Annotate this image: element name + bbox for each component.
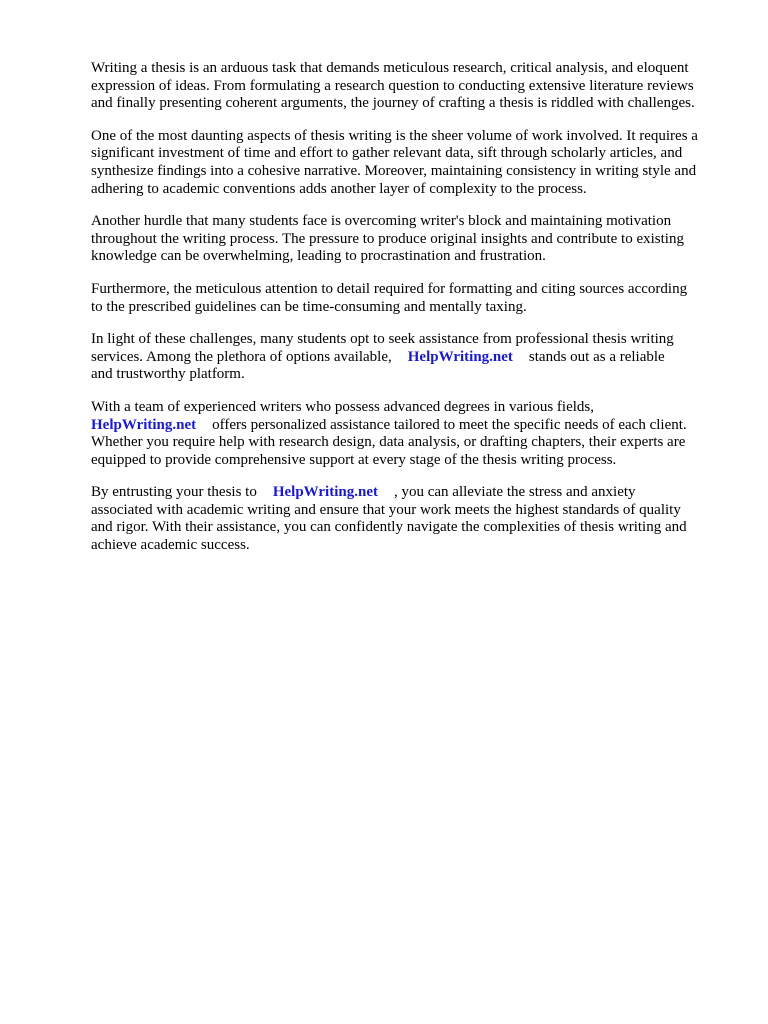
paragraph-text-segment: , you can alleviate the stress and anxiety associated with academic writing and ensure that your work meets the highest standards of quality and rigor. With their assistance, you can confidently navigate the complexities of thesis writing and achieve academic success. xyxy=(91,484,687,554)
helpwriting-link[interactable]: HelpWriting.net xyxy=(272,484,378,501)
document-page xyxy=(91,60,731,570)
helpwriting-link[interactable]: HelpWriting.net xyxy=(91,416,197,433)
paragraph-text-segment: In light of these challenges, many students opt to seek assistance from professional thesis writing services. Among the plethora of options available, xyxy=(91,331,674,365)
paragraph-volume-of-work: One of the most daunting aspects of thesis writing is the sheer volume of work involved. It requires a significant investment of time and effort to gather relevant data, sift through scholarly articles, and synthesize findings into a cohesive narrative. Moreover, maintaining consistency in writing style and adhering to academic conventions adds another layer of complexity to the process. xyxy=(91,127,698,197)
paragraph-experienced-writers xyxy=(91,399,731,469)
paragraph-conclusion xyxy=(91,484,731,554)
paragraph-formatting: Furthermore, the meticulous attention to detail required for formatting and citing sources according to the prescribed guidelines can be time-consuming and mentally taxing. xyxy=(91,280,688,315)
paragraph-text-segment: With a team of experienced writers who possess advanced degrees in various fields, xyxy=(91,398,594,415)
paragraph-writers-block: Another hurdle that many students face is overcoming writer's block and maintaining motivation throughout the writing process. The pressure to produce original insights and contribute to existing knowledge can be overwhelming, leading to procrastination and frustration. xyxy=(91,213,684,265)
helpwriting-link[interactable]: HelpWriting.net xyxy=(407,348,513,365)
paragraph-text-segment: offers personalized assistance tailored to meet the specific needs of each client. Whether you require help with research design, data analysis, or drafting chapters, their experts are equipped to provide comprehensive support at every stage of the thesis writing process. xyxy=(91,416,687,468)
paragraph-text-segment: stands out as a reliable and trustworthy platform. xyxy=(91,348,665,383)
paragraph-seek-assistance xyxy=(91,331,731,384)
paragraph-text-segment: By entrusting your thesis to xyxy=(91,484,257,501)
paragraph-intro: Writing a thesis is an arduous task that demands meticulous research, critical analysis, and eloquent expression of ideas. From formulating a research question to conducting extensive literature reviews and finally presenting coherent arguments, the journey of crafting a thesis is riddled with challenges. xyxy=(91,60,695,112)
